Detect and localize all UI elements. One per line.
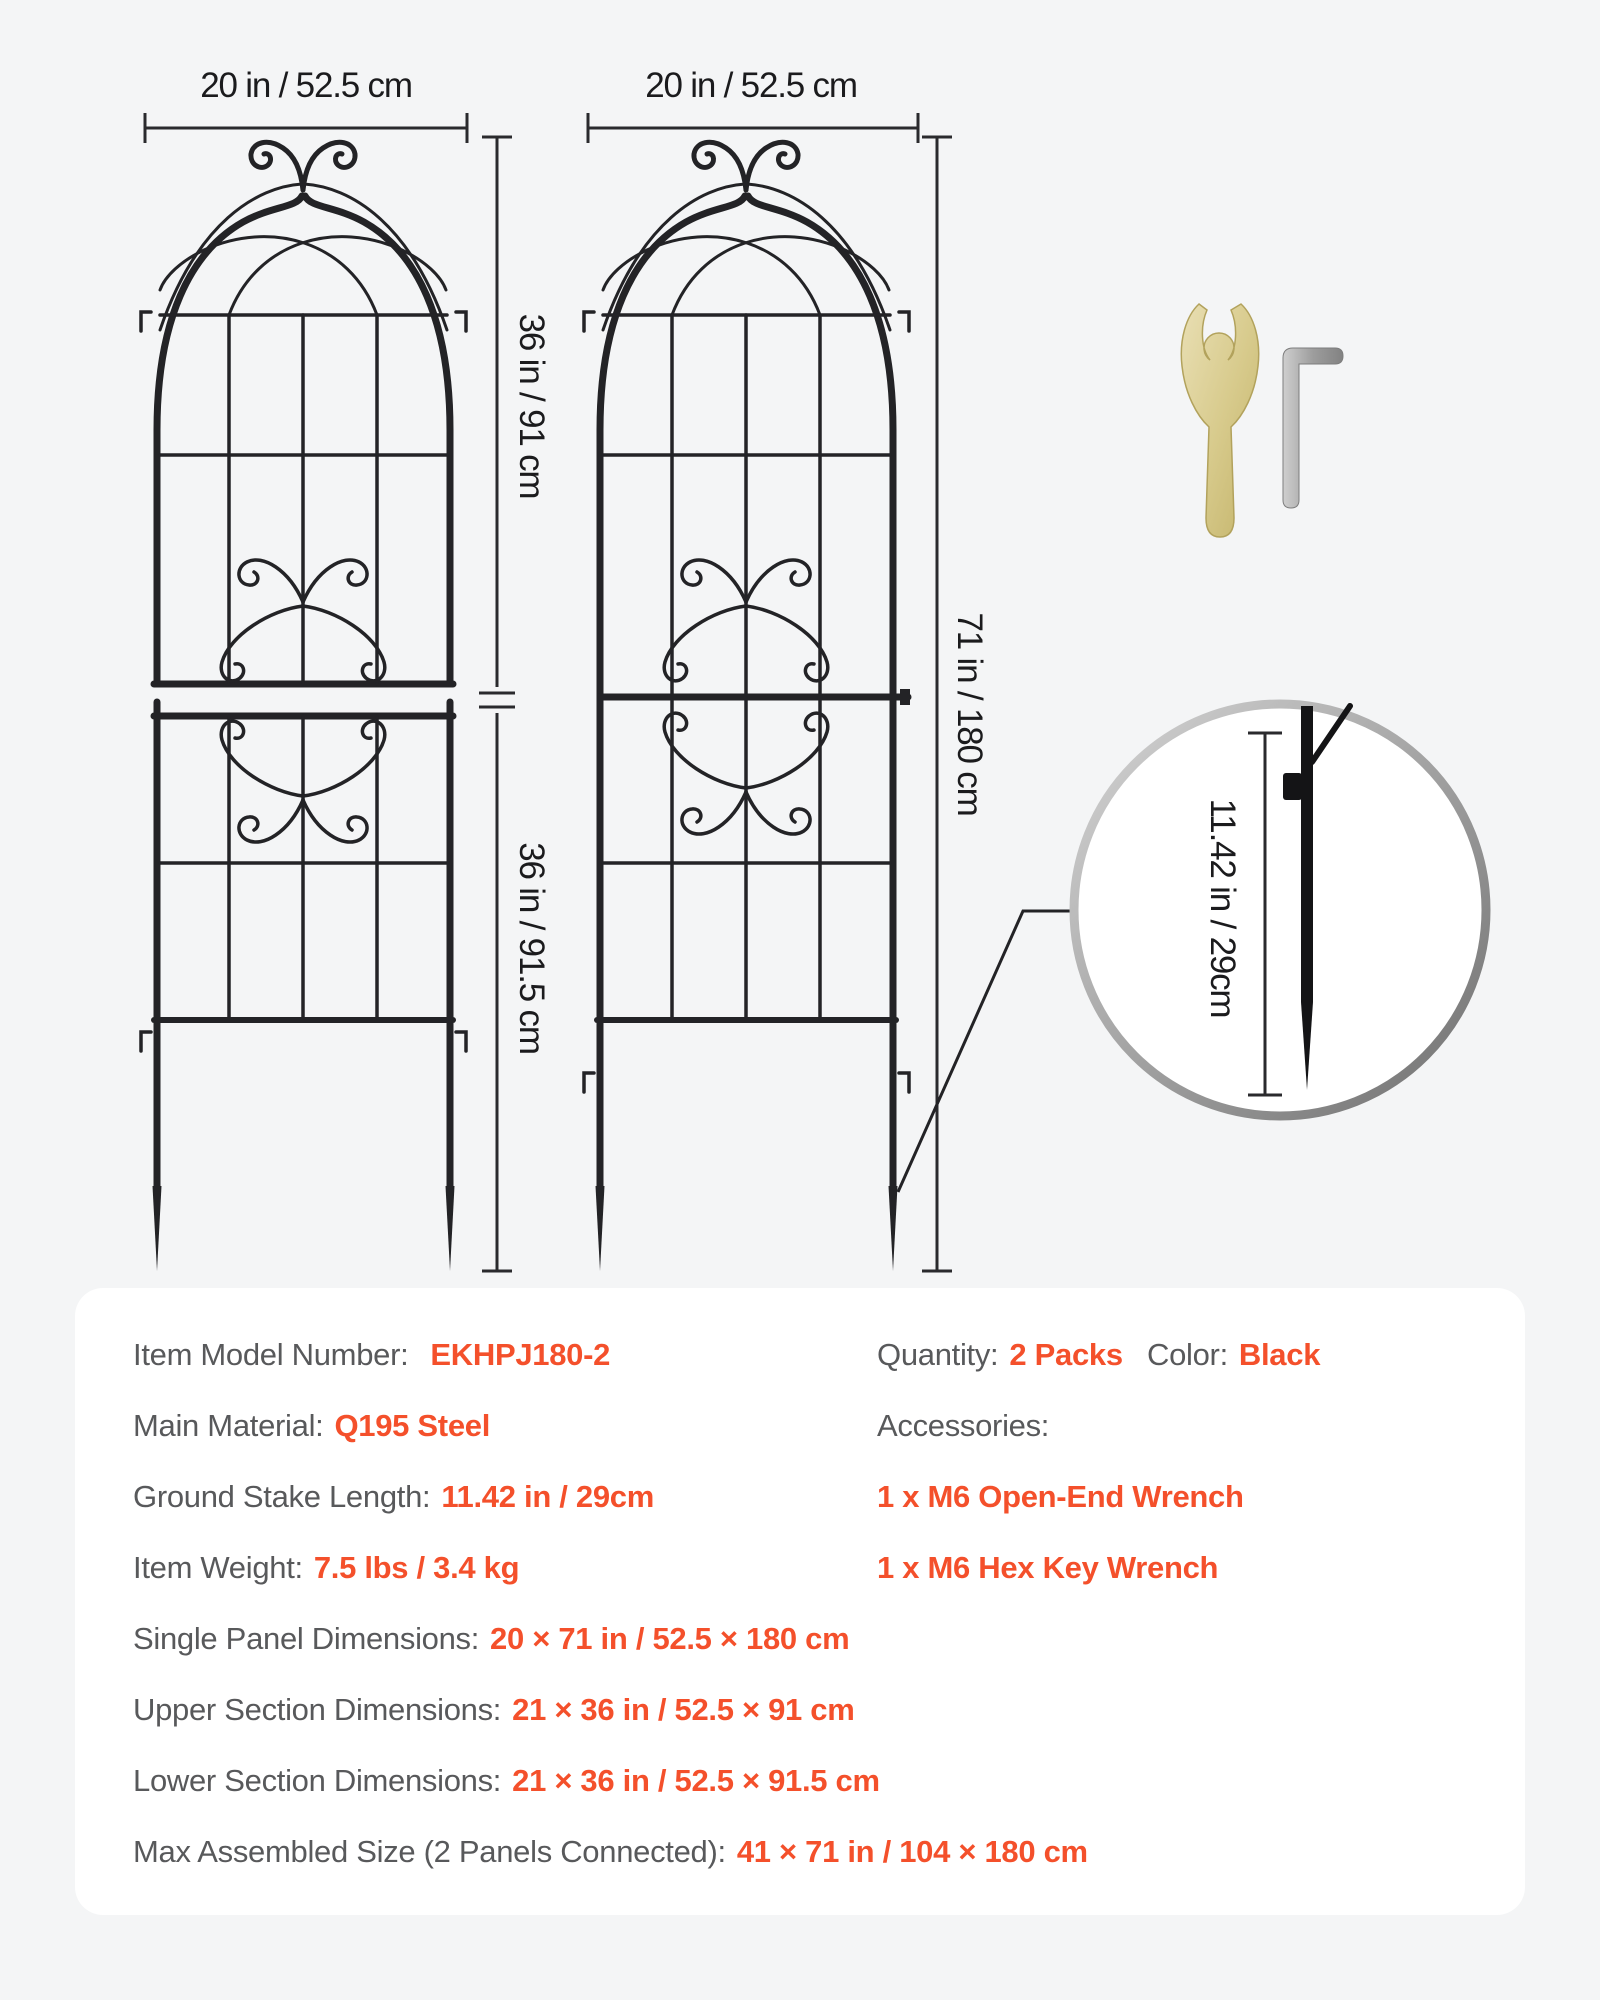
dim-total-height: 71 in / 180 cm — [950, 612, 989, 816]
spec-material-label: Main Material: — [133, 1408, 324, 1443]
dim-right-width: 20 in / 52.5 cm — [645, 66, 857, 105]
spec-model-value: EKHPJ180-2 — [430, 1337, 611, 1372]
leader-line — [898, 911, 1074, 1192]
left-trellis-diagram — [141, 142, 466, 1271]
spec-upper-section-label: Upper Section Dimensions: — [133, 1692, 502, 1727]
dim-lower-height: 36 in / 91.5 cm — [512, 842, 551, 1054]
spec-material — [133, 1404, 490, 1448]
spec-stake-length-value: 11.42 in / 29cm — [441, 1479, 654, 1514]
spec-upper-section-value: 21 × 36 in / 52.5 × 91 cm — [512, 1692, 855, 1727]
dim-stake-length: 11.42 in / 29cm — [1203, 798, 1242, 1018]
open-end-wrench-icon — [1181, 304, 1258, 537]
spec-model-label: Item Model Number: — [133, 1337, 409, 1372]
spec-weight-value: 7.5 lbs / 3.4 kg — [313, 1550, 520, 1585]
spec-stake-length-label: Ground Stake Length: — [133, 1479, 431, 1514]
spec-material-value: Q195 Steel — [334, 1408, 491, 1443]
spec-accessory-2: 1 x M6 Hex Key Wrench — [877, 1550, 1219, 1585]
spec-max-assembled — [133, 1830, 1088, 1874]
spec-max-assembled-value: 41 × 71 in / 104 × 180 cm — [736, 1834, 1088, 1869]
spec-panel — [75, 1288, 1525, 1915]
dim-left-width: 20 in / 52.5 cm — [200, 66, 412, 105]
spec-color — [1147, 1333, 1320, 1377]
spec-color-label: Color: — [1147, 1337, 1228, 1372]
hex-key-wrench-icon — [1283, 348, 1343, 508]
spec-accessory-1: 1 x M6 Open-End Wrench — [877, 1479, 1244, 1514]
spec-accessories — [877, 1404, 1049, 1448]
spec-weight — [133, 1546, 519, 1590]
spec-quantity — [877, 1333, 1123, 1377]
right-trellis-diagram — [584, 142, 910, 1271]
spec-model — [133, 1333, 610, 1377]
spec-single-panel-label: Single Panel Dimensions: — [133, 1621, 480, 1656]
spec-upper-section — [133, 1688, 854, 1732]
spec-accessories-label: Accessories: — [877, 1408, 1050, 1443]
spec-quantity-label: Quantity: — [877, 1337, 999, 1372]
spec-stake-length — [133, 1475, 654, 1519]
spec-quantity-value: 2 Packs — [1009, 1337, 1123, 1372]
spec-lower-section-label: Lower Section Dimensions: — [133, 1763, 502, 1798]
spec-max-assembled-label: Max Assembled Size (2 Panels Connected): — [133, 1834, 726, 1869]
dim-upper-height: 36 in / 91 cm — [512, 313, 551, 499]
ground-stake-detail — [1074, 704, 1486, 1116]
dimension-lines — [145, 113, 952, 1271]
spec-lower-section — [133, 1759, 880, 1803]
spec-single-panel — [133, 1617, 849, 1661]
spec-single-panel-value: 20 × 71 in / 52.5 × 180 cm — [490, 1621, 850, 1656]
spec-lower-section-value: 21 × 36 in / 52.5 × 91.5 cm — [512, 1763, 880, 1798]
spec-color-value: Black — [1238, 1337, 1321, 1372]
spec-weight-label: Item Weight: — [133, 1550, 303, 1585]
